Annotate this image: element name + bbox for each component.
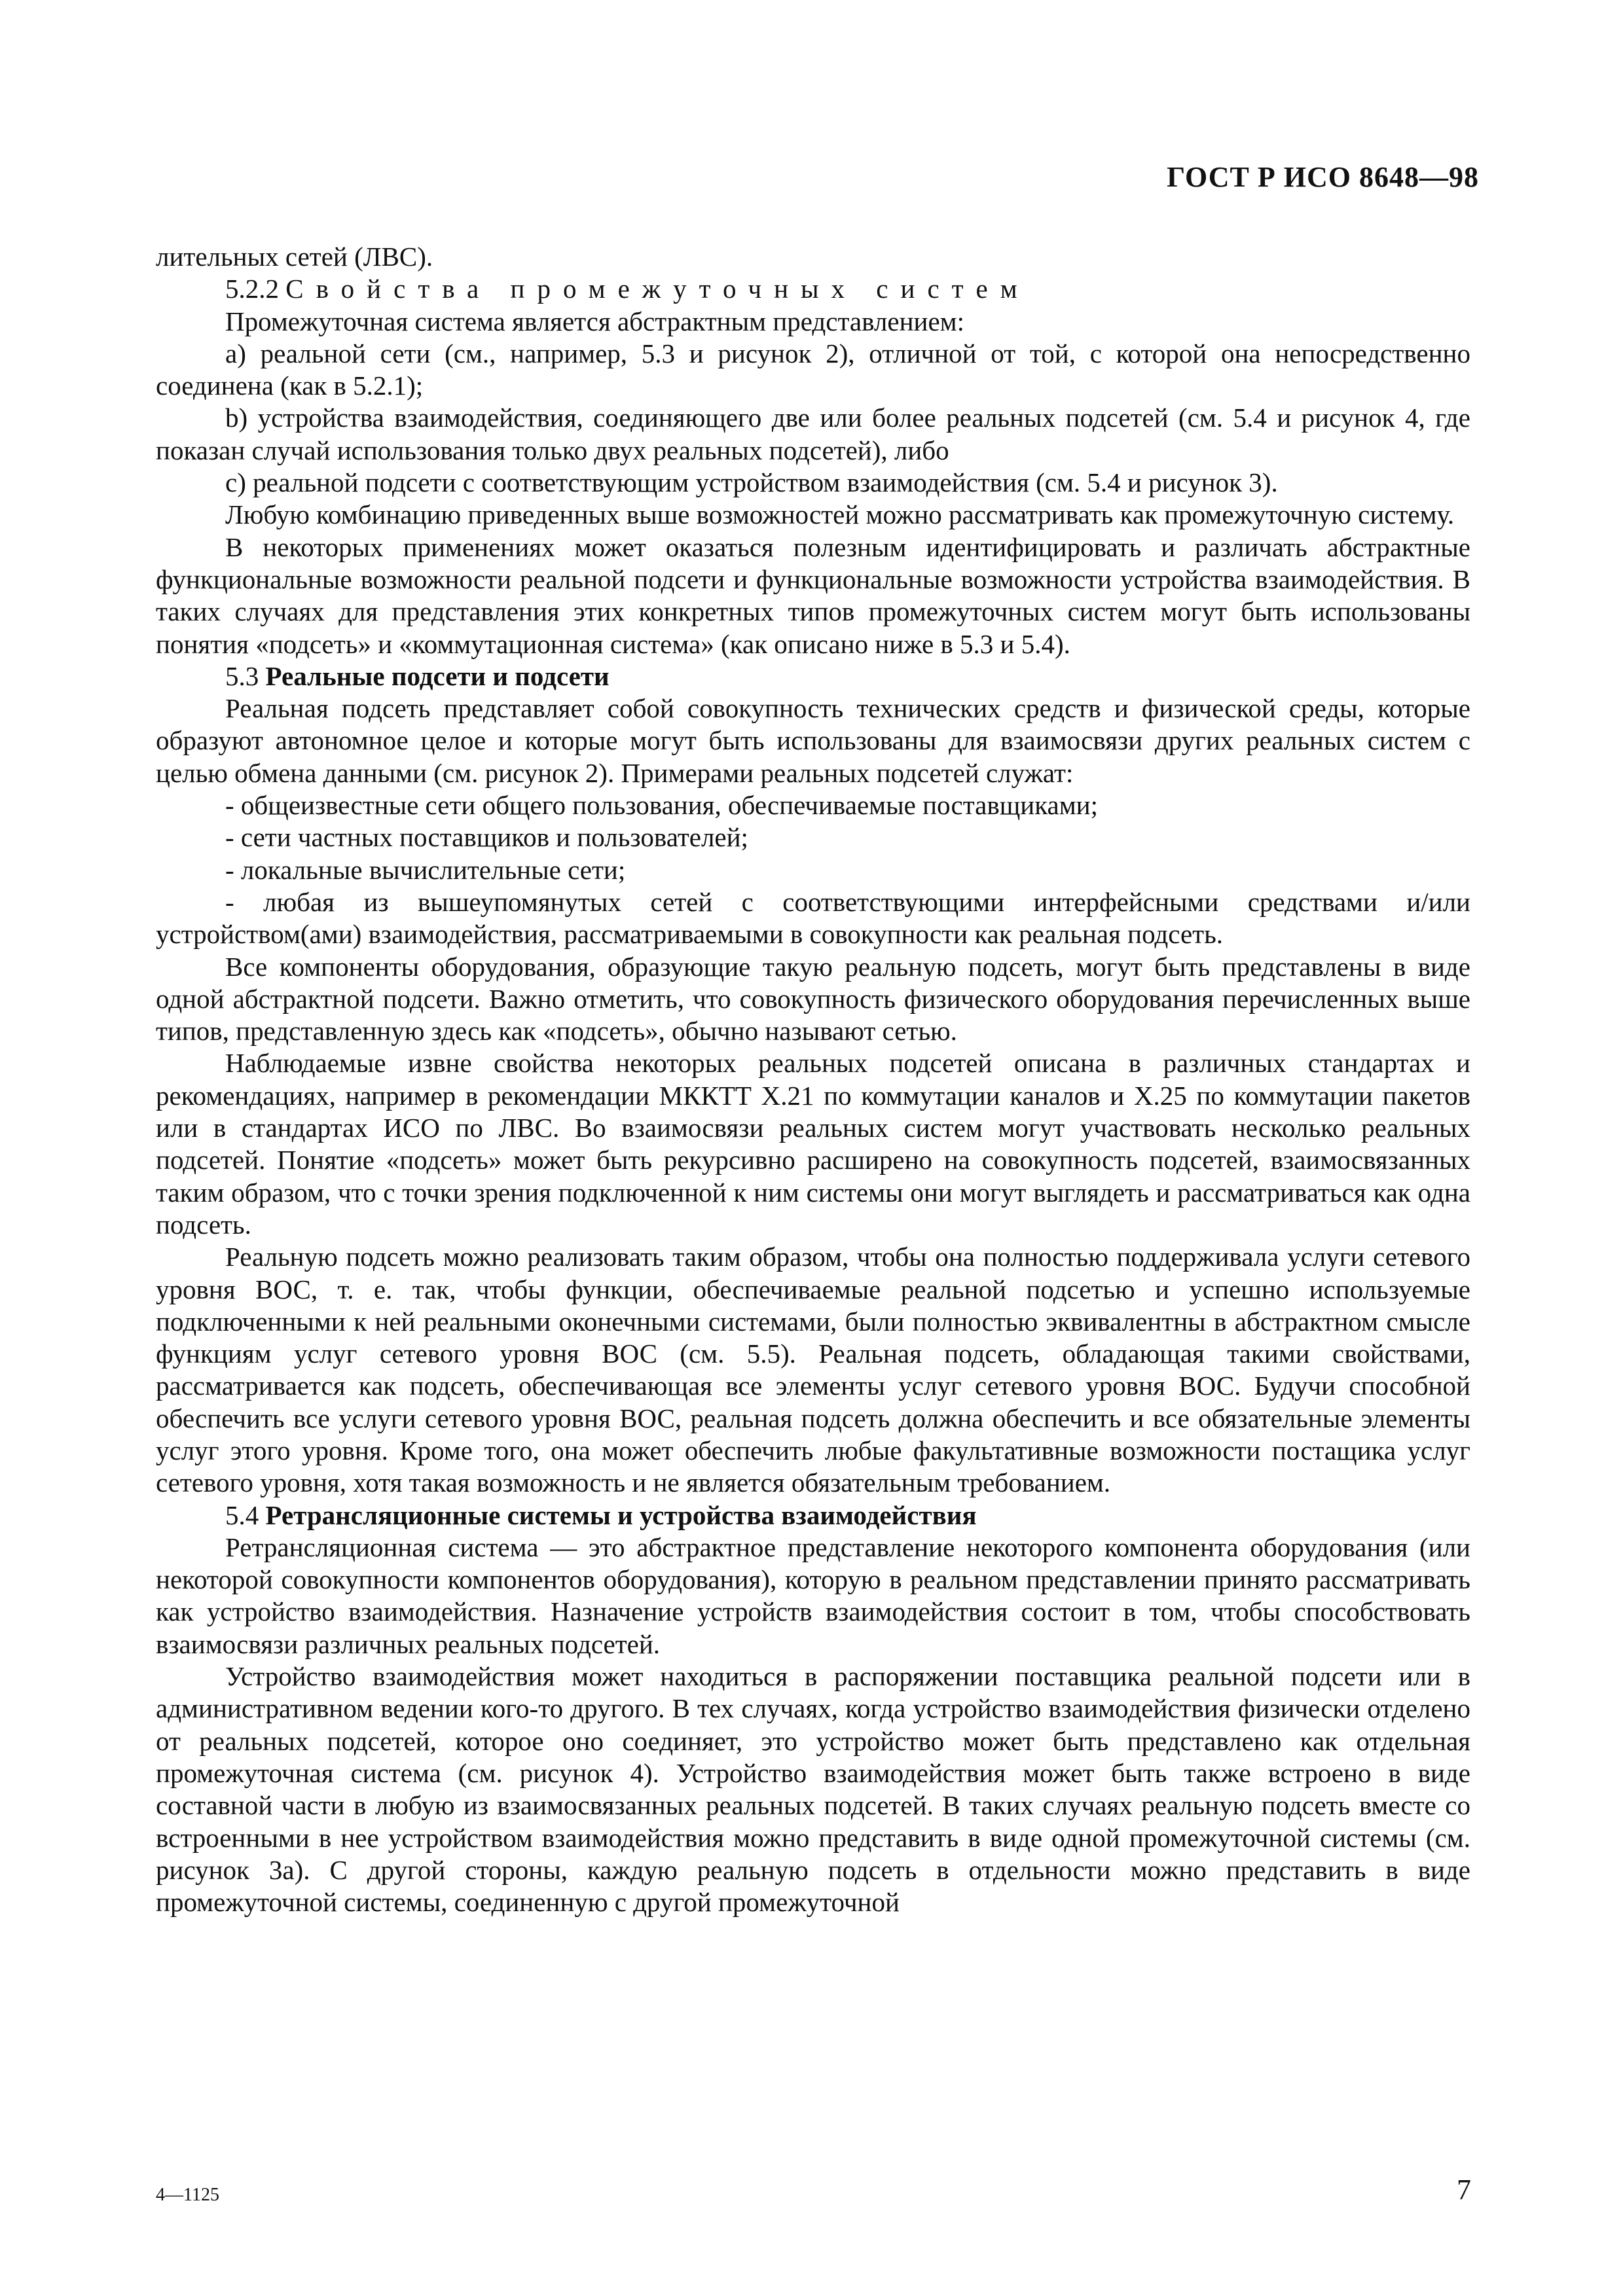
page-number: 7 — [1457, 2174, 1471, 2206]
list-item: - сети частных поставщиков и пользователей; — [225, 822, 748, 853]
section-title: Ретрансляционные системы и устройства взаимодействия — [265, 1499, 977, 1530]
section-number: 5.3 — [225, 660, 266, 691]
paragraph: лительных сетей (ЛВС). — [156, 242, 433, 272]
document-code-header: ГОСТ Р ИСО 8648—98 — [1167, 161, 1479, 193]
section-number: 5.4 — [225, 1499, 266, 1530]
list-item: - локальные вычислительные сети; — [225, 854, 626, 885]
section-number: 5.2.2 — [225, 274, 286, 304]
section-heading-5-2-2 — [156, 273, 1470, 305]
section-heading-5-4 — [156, 1499, 1470, 1532]
paragraph: Реальную подсеть можно реализовать таким образом, чтобы она полностью поддерживала услуги сетевого уровня ВОС, т. е. так, чтобы функции, обеспечиваемые реальной подсетью и успешно используемые подключенными к ней реальными оконечными системами, были полностью эквивалентны в абстрактном смысле функциям услуг сетевого уровня ВОС (см. 5.5). Реальная подсеть, обладающая такими свойствами, рассматривается как подсеть, обеспечивающая все элементы услуг сетевого уровня ВОС. Будучи способной обеспечить все услуги сетевого уровня ВОС, реальная подсеть должна обеспечить и все обязательные элементы услуг этого уровня. Кроме того, она может обеспечить любые факультативные возможности постащика услуг сетевого уровня, хотя такая возможность и не является обязательным требованием. — [156, 1242, 1470, 1498]
list-item: - общеизвестные сети общего пользования, обеспечиваемые поставщиками; — [225, 790, 1099, 821]
paragraph: Промежуточная система является абстрактным представлением: — [225, 306, 964, 336]
list-item: с) реальной подсети с соответствующим устройством взаимодействия (см. 5.4 и рисунок 3). — [225, 467, 1278, 498]
list-item: b) устройства взаимодействия, соединяющего две или более реальных подсетей (см. 5.4 и рисунок 4, где показан случай использования только двух реальных подсетей), либо — [156, 403, 1470, 465]
list-item: - любая из вышеупомянутых сетей с соответствующими интерфейсными средствами и/или устройством(ами) взаимодействия, рассматриваемыми в совокупности как реальная подсеть. — [156, 886, 1470, 950]
section-title: Свойства промежуточных систем — [285, 274, 1030, 304]
sheet-code: 4—1125 — [156, 2185, 219, 2205]
paragraph: Любую комбинацию приведенных выше возможностей можно рассматривать как промежуточную систему. — [225, 499, 1455, 530]
section-title: Реальные подсети и подсети — [265, 660, 610, 691]
document-body — [156, 241, 1470, 1918]
paragraph: Наблюдаемые извне свойства некоторых реальных подсетей описана в различных стандартах и рекомендациях, например в рекомендации МККТТ X.21 по коммутации каналов и X.25 по коммутации пакетов или в стандартах ИСО по ЛВС. Во взаимосвязи реальных систем могут участвовать несколько реальных подсетей. Понятие «подсеть» может быть рекурсивно расширено на совокупность подсетей, взаимосвязанных таким образом, что с точки зрения подключенной к ним системы они могут выглядеть и рассматриваться как одна подсеть. — [156, 1048, 1470, 1240]
list-item: а) реальной сети (см., например, 5.3 и рисунок 2), отличной от той, с которой она непосредственно соединена (как в 5.2.1); — [156, 338, 1470, 401]
paragraph: Все компоненты оборудования, образующие такую реальную подсеть, могут быть представлены в виде одной абстрактной подсети. Важно отметить, что совокупность физического оборудования перечисленных выше типов, представленную здесь как «подсеть», обычно называют сетью. — [156, 951, 1470, 1047]
paragraph: В некоторых применениях может оказаться полезным идентифицировать и различать абстрактные функциональные возможности реальной подсети и функциональные возможности устройства взаимодействия. В таких случаях для представления этих конкретных типов промежуточных систем могут быть использованы понятия «подсеть» и «коммутационная система» (как описано ниже в 5.3 и 5.4). — [156, 531, 1470, 659]
paragraph: Реальная подсеть представляет собой совокупность технических средств и физической среды, которые образуют автономное целое и которые могут быть использованы для взаимосвязи других реальных систем с целью обмена данными (см. рисунок 2). Примерами реальных подсетей служат: — [156, 693, 1470, 788]
paragraph: Ретрансляционная система — это абстрактное представление некоторого компонента оборудования (или некоторой совокупности компонентов оборудования), которую в реальном представлении принято рассматривать как устройство взаимодействия. Назначение устройств взаимодействия состоит в том, чтобы способствовать взаимосвязи различных реальных подсетей. — [156, 1532, 1470, 1659]
paragraph: Устройство взаимодействия может находиться в распоряжении поставщика реальной подсети или в административном ведении кого-то другого. В тех случаях, когда устройство взаимодействия физически отделено от реальных подсетей, которое оно соединяет, это устройство может быть представлено как отдельная промежуточная система (см. рисунок 4). Устройство взаимодействия может быть также встроено в виде составной части в любую из взаимосвязанных реальных подсетей. В таких случаях реальную подсеть вместе со встроенными в нее устройством взаимодействия можно представить в виде одной промежуточной системы (см. рисунок 3а). С другой стороны, каждую реальную подсеть в отдельности можно представить в виде промежуточной системы, соединенную с другой промежуточной — [156, 1661, 1470, 1918]
section-heading-5-3 — [156, 660, 1470, 692]
